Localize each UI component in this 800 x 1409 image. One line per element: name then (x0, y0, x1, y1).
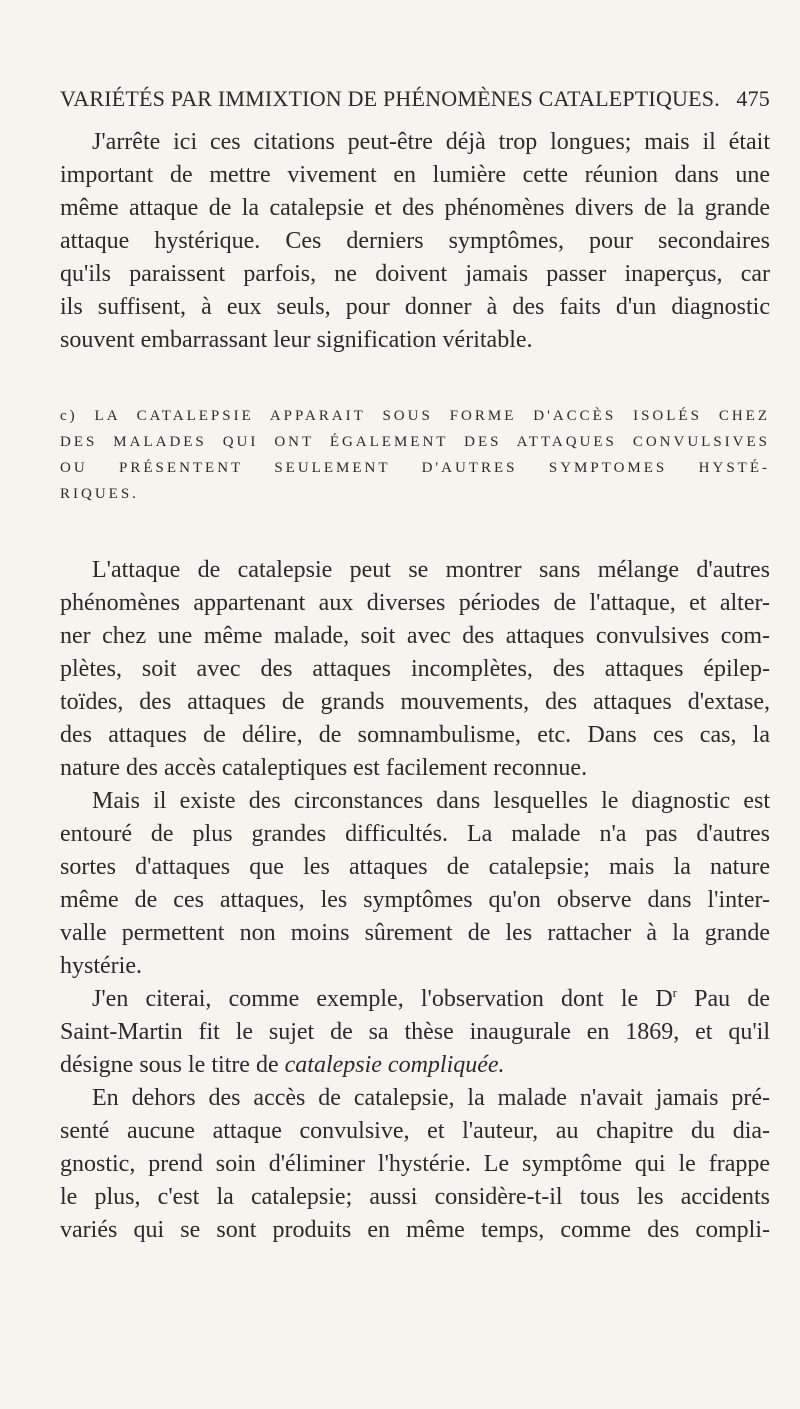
text-line: souvent embarrassant leur signification véritable. (60, 327, 533, 353)
superscript: r (672, 985, 677, 1000)
text-line: ner chez une même malade, soit avec des attaques convulsives com- (60, 623, 770, 649)
text-line: plètes, soit avec des attaques incomplètes, des attaques épilep- (60, 656, 770, 682)
text-fragment: J'en citerai, comme exemple, l'observation dont le D (92, 986, 673, 1012)
heading-line: OU PRÉSENTENT SEULEMENT D'AUTRES SYMPTOMES HYSTÉ- (60, 460, 770, 476)
text-line: toïdes, des attaques de grands mouvements, des attaques d'extase, (60, 689, 770, 715)
text-line: ils suffisent, à eux seuls, pour donner à des faits d'un diagnostic (60, 294, 770, 320)
paragraph-attaque (60, 554, 770, 785)
paragraph-dehors (60, 1082, 770, 1247)
heading-line: RIQUES. (60, 486, 139, 502)
text-line: L'attaque de catalepsie peut se montrer sans mélange d'autres (92, 557, 770, 583)
heading-line: DES MALADES QUI ONT ÉGALEMENT DES ATTAQUES CONVULSIVES (60, 434, 770, 450)
text-line: important de mettre vivement en lumière cette réunion dans une (60, 162, 770, 188)
text-fragment: désigne sous le titre de (60, 1052, 285, 1078)
text-line: qu'ils paraissent parfois, ne doivent jamais passer inaperçus, car (60, 261, 770, 287)
running-head-title: VARIÉTÉS PAR IMMIXTION DE PHÉNOMÈNES CATALEPTIQUES. (60, 86, 720, 111)
text-line: hystérie. (60, 953, 142, 979)
paragraph-exemple (60, 983, 770, 1082)
text-line: des attaques de délire, de somnambulisme, etc. Dans ces cas, la (60, 722, 770, 748)
text-line: entouré de plus grandes difficultés. La malade n'a pas d'autres (60, 821, 770, 847)
text-line: variés qui se sont produits en même temps, comme des compli- (60, 1217, 770, 1243)
text-line: phénomènes appartenant aux diverses périodes de l'attaque, et alter- (60, 590, 770, 616)
text-line: nature des accès cataleptiques est facilement reconnue. (60, 755, 588, 781)
text-line: valle permettent non moins sûrement de les rattacher à la grande (60, 920, 770, 946)
text-line: le plus, c'est la catalepsie; aussi considère-t-il tous les accidents (60, 1184, 770, 1210)
text-line: J'arrête ici ces citations peut-être déjà trop longues; mais il était (92, 129, 770, 155)
text-line: gnostic, prend soin d'éliminer l'hystérie. Le symptôme qui le frappe (60, 1151, 770, 1177)
text-line: même attaque de la catalepsie et des phénomènes divers de la grande (60, 195, 770, 221)
text-line: attaque hystérique. Ces derniers symptômes, pour secondaires (60, 228, 770, 254)
text-fragment: Pau de (677, 986, 770, 1012)
text-line: Mais il existe des circonstances dans lesquelles le diagnostic est (92, 788, 770, 814)
running-head (60, 86, 770, 118)
text-line: sortes d'attaques que les attaques de catalepsie; mais la nature (60, 854, 770, 880)
text-line: senté aucune attaque convulsive, et l'auteur, au chapitre du dia- (60, 1118, 770, 1144)
text-line (60, 1049, 770, 1082)
text-line: même de ces attaques, les symptômes qu'on observe dans l'inter- (60, 887, 770, 913)
text-line: Saint-Martin fit le sujet de sa thèse inaugurale en 1869, et qu'il (60, 1019, 770, 1045)
section-heading (60, 403, 770, 507)
paragraph-citations (60, 126, 770, 357)
paragraph-circonstances (60, 785, 770, 983)
page-number: 475 (736, 86, 770, 111)
text-line: En dehors des accès de catalepsie, la malade n'avait jamais pré- (92, 1085, 770, 1111)
italic-title: catalepsie compliquée. (284, 1052, 505, 1078)
heading-line: c) LA CATALEPSIE APPARAIT SOUS FORME D'ACCÈS ISOLÉS CHEZ (60, 408, 770, 424)
text-line (60, 983, 770, 1016)
